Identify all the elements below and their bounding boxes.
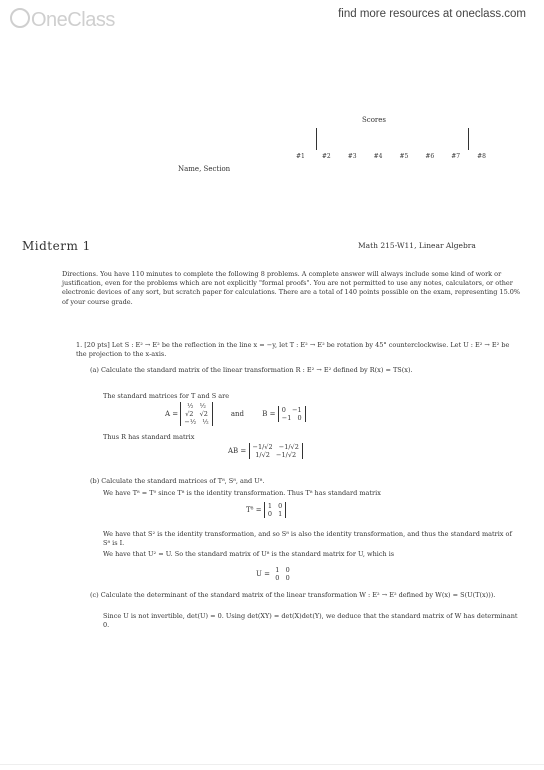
- and-word: and: [230, 410, 245, 418]
- matrix-U: 1 0 0 0: [275, 566, 290, 582]
- matrix-equation-T8: [246, 502, 286, 518]
- oneclass-logo[interactable]: [10, 8, 115, 32]
- scores-label: Scores: [362, 116, 387, 124]
- matrix-equation-U: [256, 566, 293, 582]
- part-a-prompt: (a) Calculate the standard matrix of the linear transformation R : E² → E² defined by R(x) = TS(x).: [90, 366, 413, 374]
- score-label: #1: [296, 153, 305, 160]
- score-label: #6: [425, 153, 435, 160]
- exam-title: Midterm 1: [22, 239, 91, 253]
- logo-text: OneClass: [31, 9, 115, 31]
- part-b-line1: We have T⁸ = T⁰ since T⁸ is the identity transformation. Thus T⁸ has standard matrix: [103, 489, 381, 497]
- matrix-equation-AB: [228, 443, 303, 459]
- score-label: #3: [347, 153, 357, 160]
- score-labels-row: [296, 153, 486, 160]
- matrix-A-label: A =: [165, 410, 179, 418]
- resources-link[interactable]: find more resources at oneclass.com: [338, 8, 526, 20]
- score-label: #2: [321, 153, 331, 160]
- part-a-thus: Thus R has standard matrix: [103, 433, 195, 441]
- oneclass-logo-icon: [10, 8, 30, 28]
- matrix-AB-label: AB =: [228, 447, 247, 455]
- score-label: #7: [451, 153, 461, 160]
- matrix-U-label: U =: [256, 570, 270, 578]
- directions-paragraph: Directions. You have 110 minutes to complete the following 8 problems. A complete answer will always include some kind of work or justification, even for the problems which are not explicitly "formal proofs". You are not permitted to use any notes, calculators, or other electronic devices of any sort, but scratch paper for calculations. There are a total of 140 points possible on the exam, representing 15.0% of your course grade.: [62, 270, 521, 306]
- course-title: Math 215-W11, Linear Algebra: [358, 241, 476, 250]
- matrix-T8: 1 0 0 1: [264, 502, 286, 518]
- part-b-prompt: (b) Calculate the standard matrices of T⁸, S⁸, and U⁸.: [90, 477, 265, 485]
- part-b-line3: We have that U² = U. So the standard matrix of U⁸ is the standard matrix for U, which is: [103, 550, 395, 558]
- matrix-T8-label: T⁸ =: [246, 506, 262, 514]
- vertical-rule: [316, 128, 317, 150]
- page-bottom-divider: [0, 764, 544, 765]
- matrix-AB: −1/√2 −1/√2 1/√2 −1/√2: [249, 443, 303, 459]
- matrix-A: ½ ½ √2 √2 −½ ½: [180, 402, 212, 426]
- part-a-line: The standard matrices for T and S are: [103, 392, 230, 400]
- matrix-B-label: B =: [262, 410, 276, 418]
- matrix-equation-A-B: [165, 402, 306, 426]
- part-c-line1: Since U is not invertible, det(U) = 0. Using det(XY) = det(X)det(Y), we deduce that the standard matrix of W has determinant 0.: [103, 612, 518, 630]
- name-section-label: Name, Section: [178, 165, 231, 173]
- problem-1-intro: 1. [20 pts] Let S : E² → E² be the reflection in the line x = −y, let T : E² → E² be rotation by 45° counterclockwise. Let U : E² → E² be the projection to the x-axis.: [76, 341, 510, 359]
- score-label: #5: [399, 153, 409, 160]
- score-label: #8: [477, 153, 486, 160]
- part-c-prompt: (c) Calculate the determinant of the standard matrix of the linear transformation W : E² → E² defined by W(x) = S(U(T(x))).: [90, 591, 496, 599]
- vertical-rule-right: [468, 128, 469, 150]
- score-label: #4: [373, 153, 383, 160]
- part-b-line2: We have that S² is the identity transformation, and so S⁸ is also the identity transformation, and thus the standard matrix of S⁸ is I.: [103, 530, 512, 548]
- matrix-B: 0 −1 −1 0: [278, 406, 306, 422]
